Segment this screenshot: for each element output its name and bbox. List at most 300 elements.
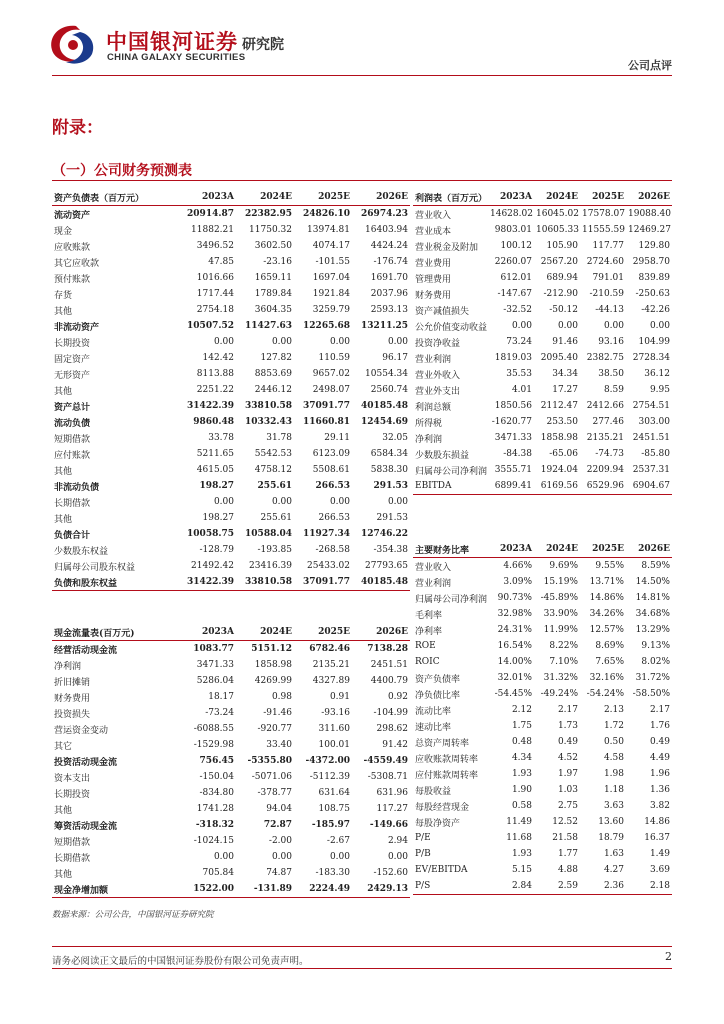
value-cell: 2112.47 xyxy=(540,401,578,411)
value-cell: -212.90 xyxy=(543,289,578,299)
value-cell: 2.84 xyxy=(488,878,534,895)
value-cell: 3.63 xyxy=(603,801,624,811)
value-cell: 0.00 xyxy=(511,321,532,331)
value-cell: 1691.70 xyxy=(370,273,408,283)
value-cell: -91.46 xyxy=(263,708,292,718)
table-row xyxy=(413,766,672,782)
table-row xyxy=(52,673,410,689)
row-label-cell: 存货 xyxy=(54,290,73,301)
value-cell: -5112.39 xyxy=(309,772,350,782)
value-cell: 1.93 xyxy=(511,849,532,859)
table-header-row xyxy=(413,541,672,558)
row-label-cell: 净利润 xyxy=(54,661,82,672)
value-cell: 2567.20 xyxy=(540,257,578,267)
value-cell: 4.49 xyxy=(649,753,670,763)
row-label-cell: 其他 xyxy=(54,386,73,397)
row-label-cell: P/S xyxy=(413,878,488,895)
value-cell: -183.30 xyxy=(315,868,350,878)
value-cell: 12265.68 xyxy=(303,321,350,331)
year-header-cell: 2026E xyxy=(352,189,410,206)
value-cell: 0.00 xyxy=(271,852,292,862)
value-cell: 2728.34 xyxy=(632,353,670,363)
value-cell: 8.22% xyxy=(549,641,578,651)
table-row xyxy=(52,510,410,526)
row-label-cell: 资产总计 xyxy=(54,402,91,413)
value-cell: 2537.31 xyxy=(632,465,670,475)
value-cell: 33810.58 xyxy=(236,574,294,591)
table-row xyxy=(52,721,410,737)
value-cell: 5508.61 xyxy=(312,465,350,475)
value-cell: 1.49 xyxy=(649,849,670,859)
value-cell: -2.00 xyxy=(268,836,292,846)
row-label-cell: 现金净增加额 xyxy=(52,881,178,898)
table-header-row xyxy=(52,189,410,206)
data-source-note: 数据来源：公司公告，中国银河证券研究院 xyxy=(52,910,214,920)
value-cell: 73.24 xyxy=(506,337,532,347)
value-cell: 11882.21 xyxy=(191,225,234,235)
table-row xyxy=(52,833,410,849)
row-label-cell: 归属母公司股东权益 xyxy=(54,562,136,573)
value-cell: 2451.51 xyxy=(632,433,670,443)
table-row xyxy=(52,865,410,881)
value-cell: 108.75 xyxy=(318,804,350,814)
row-label-cell: 营业成本 xyxy=(415,226,452,237)
table-row xyxy=(413,238,672,254)
value-cell: 16045.02 xyxy=(536,209,579,219)
table-row xyxy=(52,526,410,542)
value-cell: 3259.79 xyxy=(312,305,350,315)
value-cell: 198.27 xyxy=(202,513,234,523)
value-cell: 1858.98 xyxy=(254,660,292,670)
table-row xyxy=(413,254,672,270)
value-cell: 1741.28 xyxy=(196,804,234,814)
value-cell: 2593.13 xyxy=(370,305,408,315)
value-cell: 631.96 xyxy=(376,788,408,798)
row-label-cell: 资产负债率 xyxy=(415,674,461,685)
value-cell: 11660.81 xyxy=(303,417,350,427)
year-header-cell: 2025E xyxy=(580,541,626,558)
row-label-cell: 无形资产 xyxy=(54,370,91,381)
row-label-cell: 经营活动现金流 xyxy=(54,645,118,656)
value-cell: 129.80 xyxy=(638,241,670,251)
value-cell: 1.76 xyxy=(649,721,670,731)
value-cell: 8853.69 xyxy=(254,369,292,379)
value-cell: 117.27 xyxy=(376,804,408,814)
value-cell: -84.38 xyxy=(503,449,532,459)
value-cell: 839.89 xyxy=(638,273,670,283)
value-cell: 756.45 xyxy=(199,756,234,766)
row-label-cell: 长期投资 xyxy=(54,338,91,349)
row-label-cell: 每股收益 xyxy=(415,786,452,797)
value-cell: 1.96 xyxy=(649,769,670,779)
row-label-cell: 短期借款 xyxy=(54,837,91,848)
value-cell: 31.72% xyxy=(635,673,670,683)
value-cell: 4.27 xyxy=(603,865,624,875)
value-cell: 3.69 xyxy=(649,865,670,875)
value-cell: -268.58 xyxy=(315,545,350,555)
value-cell: -5355.80 xyxy=(247,756,292,766)
value-cell: 2958.70 xyxy=(632,257,670,267)
table-row xyxy=(52,222,410,238)
row-label-cell: 利润总额 xyxy=(415,402,452,413)
value-cell: 91.46 xyxy=(552,337,578,347)
year-header-cell: 2023A xyxy=(488,189,534,206)
year-header-cell: 2026E xyxy=(626,189,672,206)
value-cell: 93.16 xyxy=(598,337,624,347)
value-cell: -210.59 xyxy=(589,289,624,299)
header-divider xyxy=(52,75,672,76)
value-cell: 37091.77 xyxy=(303,401,350,411)
row-label-cell: 其它 xyxy=(54,741,73,752)
table-row xyxy=(52,657,410,673)
row-label-cell: P/E xyxy=(415,833,431,843)
value-cell: 3.82 xyxy=(649,801,670,811)
value-cell: 27793.65 xyxy=(365,561,408,571)
value-cell: 14.86 xyxy=(644,817,670,827)
value-cell: 3471.33 xyxy=(196,660,234,670)
table-row xyxy=(52,206,410,223)
table-row xyxy=(52,318,410,334)
value-cell: 35.53 xyxy=(506,369,532,379)
value-cell: 91.42 xyxy=(382,740,408,750)
table-row xyxy=(52,462,410,478)
value-cell: 31422.39 xyxy=(178,574,236,591)
row-label-cell: 营业收入 xyxy=(415,210,452,221)
row-label-cell: 财务费用 xyxy=(415,290,452,301)
row-label-cell: 折旧摊销 xyxy=(54,677,91,688)
row-label-cell: 净利润 xyxy=(415,434,443,445)
value-cell: 142.42 xyxy=(202,353,234,363)
value-cell: 10507.52 xyxy=(187,321,234,331)
value-cell: -104.99 xyxy=(373,708,408,718)
value-cell: 14.00% xyxy=(497,657,532,667)
table-row xyxy=(413,222,672,238)
table-row xyxy=(52,737,410,753)
year-header-cell: 2025E xyxy=(580,189,626,206)
value-cell: 10605.33 xyxy=(536,225,579,235)
value-cell: 1659.11 xyxy=(254,273,292,283)
row-label-cell: 固定资产 xyxy=(54,354,91,365)
value-cell: 1.77 xyxy=(557,849,578,859)
value-cell: 8.59 xyxy=(603,385,624,395)
value-cell: 14.81% xyxy=(635,593,670,603)
value-cell: 2.94 xyxy=(387,836,408,846)
page-number: 2 xyxy=(654,950,672,966)
table-row xyxy=(52,494,410,510)
table-row xyxy=(413,814,672,830)
value-cell: 11.99% xyxy=(543,625,578,635)
value-cell: 9.95 xyxy=(649,385,670,395)
galaxy-logo-icon xyxy=(46,22,102,66)
value-cell: 18.17 xyxy=(208,692,234,702)
value-cell: 291.53 xyxy=(376,513,408,523)
year-header-cell: 2025E xyxy=(294,189,352,206)
value-cell: 12.57% xyxy=(589,625,624,635)
value-cell: 2560.74 xyxy=(370,385,408,395)
value-cell: 0.48 xyxy=(511,737,532,747)
value-cell: 2037.96 xyxy=(370,289,408,299)
row-label-cell: 归属母公司净利润 xyxy=(415,594,488,605)
value-cell: 0.00 xyxy=(213,497,234,507)
value-cell: 1.73 xyxy=(557,721,578,731)
balance-sheet-table xyxy=(52,189,410,591)
value-cell: 4074.17 xyxy=(312,241,350,251)
value-cell: 2.59 xyxy=(534,878,580,895)
value-cell: 266.53 xyxy=(315,481,350,491)
table-row xyxy=(52,641,410,658)
table-row xyxy=(52,398,410,414)
page-header xyxy=(0,0,724,80)
value-cell: -4372.00 xyxy=(305,756,350,766)
value-cell: 1083.77 xyxy=(193,644,234,654)
value-cell: 72.87 xyxy=(263,820,292,830)
value-cell: 2135.21 xyxy=(312,660,350,670)
value-cell: 3496.52 xyxy=(196,241,234,251)
value-cell: 1.36 xyxy=(649,785,670,795)
year-header-cell: 2023A xyxy=(178,189,236,206)
value-cell: 291.53 xyxy=(373,481,408,491)
table-row xyxy=(52,705,410,721)
table-row xyxy=(413,574,672,590)
value-cell: -147.67 xyxy=(497,289,532,299)
value-cell: 689.94 xyxy=(546,273,578,283)
value-cell: 31.32% xyxy=(543,673,578,683)
value-cell: 13.60 xyxy=(598,817,624,827)
value-cell: 266.53 xyxy=(318,513,350,523)
value-cell: -149.66 xyxy=(369,820,408,830)
value-cell: 11.68 xyxy=(506,833,532,843)
value-cell: 33.90% xyxy=(543,609,578,619)
table-row xyxy=(413,638,672,654)
value-cell: 0.00 xyxy=(213,852,234,862)
value-cell: 38.50 xyxy=(598,369,624,379)
row-label-cell: 速动比率 xyxy=(415,722,452,733)
value-cell: -101.55 xyxy=(315,257,350,267)
value-cell: 29.11 xyxy=(324,433,350,443)
section-title: （一）公司财务预测表 xyxy=(52,163,192,179)
value-cell: 24.31% xyxy=(497,625,532,635)
value-cell: 6529.96 xyxy=(580,478,626,495)
value-cell: 1.98 xyxy=(603,769,624,779)
table-row xyxy=(413,318,672,334)
table-row xyxy=(413,686,672,702)
value-cell: 110.59 xyxy=(318,353,350,363)
value-cell: 17.27 xyxy=(552,385,578,395)
row-label-cell: 短期借款 xyxy=(54,434,91,445)
value-cell: 1921.84 xyxy=(312,289,350,299)
value-cell: 2.36 xyxy=(580,878,626,895)
value-cell: -65.06 xyxy=(549,449,578,459)
brand-department: 研究院 xyxy=(242,37,284,53)
row-label-cell: 长期借款 xyxy=(54,498,91,509)
row-label-cell: 资本支出 xyxy=(54,773,91,784)
value-cell: -42.26 xyxy=(641,305,670,315)
table-row xyxy=(52,689,410,705)
value-cell: -54.24% xyxy=(586,689,624,699)
row-label-cell: 非流动负债 xyxy=(54,482,100,493)
value-cell: 6584.34 xyxy=(370,449,408,459)
value-cell: -73.24 xyxy=(205,708,234,718)
value-cell: 1717.44 xyxy=(196,289,234,299)
value-cell: 34.34 xyxy=(552,369,578,379)
value-cell: 3602.50 xyxy=(254,241,292,251)
value-cell: 1016.66 xyxy=(196,273,234,283)
row-label-cell: 少数股东损益 xyxy=(415,450,470,461)
value-cell: 0.49 xyxy=(557,737,578,747)
value-cell: 0.00 xyxy=(603,321,624,331)
value-cell: 0.00 xyxy=(329,852,350,862)
value-cell: 612.01 xyxy=(500,273,532,283)
table-row xyxy=(52,849,410,865)
table-row xyxy=(413,798,672,814)
value-cell: 1850.56 xyxy=(494,401,532,411)
value-cell: -1024.15 xyxy=(193,836,234,846)
value-cell: 32.98% xyxy=(497,609,532,619)
value-cell: -378.77 xyxy=(257,788,292,798)
value-cell: 5838.30 xyxy=(370,465,408,475)
table-row xyxy=(413,286,672,302)
value-cell: 100.12 xyxy=(500,241,532,251)
value-cell: 17578.07 xyxy=(582,209,625,219)
table-row xyxy=(413,654,672,670)
value-cell: 631.64 xyxy=(318,788,350,798)
value-cell: -23.16 xyxy=(263,257,292,267)
row-label-cell: 筹资活动现金流 xyxy=(54,821,118,832)
table-row xyxy=(52,753,410,769)
value-cell: 0.00 xyxy=(387,497,408,507)
value-cell: 0.91 xyxy=(329,692,350,702)
table-row xyxy=(413,350,672,366)
value-cell: 13.71% xyxy=(589,577,624,587)
value-cell: 9803.01 xyxy=(494,225,532,235)
row-label-cell: 每股经营现金 xyxy=(415,802,470,813)
row-label-cell: 负债和股东权益 xyxy=(52,574,178,591)
row-label-cell: 每股净资产 xyxy=(415,818,461,829)
table-row xyxy=(413,750,672,766)
value-cell: 2754.18 xyxy=(196,305,234,315)
table-row xyxy=(413,846,672,862)
value-cell: 1.18 xyxy=(603,785,624,795)
value-cell: -354.38 xyxy=(373,545,408,555)
value-cell: 2498.07 xyxy=(312,385,350,395)
value-cell: -1620.77 xyxy=(491,417,532,427)
value-cell: 5.15 xyxy=(511,865,532,875)
value-cell: -834.80 xyxy=(199,788,234,798)
value-cell: 40185.48 xyxy=(361,401,408,411)
value-cell: -185.97 xyxy=(311,820,350,830)
value-cell: 33.40 xyxy=(266,740,292,750)
value-cell: 32.01% xyxy=(497,673,532,683)
value-cell: 8.59% xyxy=(641,561,670,571)
table-row xyxy=(52,334,410,350)
value-cell: 9.13% xyxy=(641,641,670,651)
value-cell: 1.97 xyxy=(557,769,578,779)
value-cell: -5308.71 xyxy=(367,772,408,782)
value-cell: 12469.27 xyxy=(628,225,671,235)
value-cell: 0.00 xyxy=(271,337,292,347)
table-row xyxy=(52,817,410,833)
report-type-label: 公司点评 xyxy=(628,59,672,72)
brand-name-en: CHINA GALAXY SECURITIES xyxy=(107,52,246,63)
row-label-cell: 投资损失 xyxy=(54,709,91,720)
value-cell: 16403.94 xyxy=(365,225,408,235)
table-row xyxy=(52,785,410,801)
row-label-cell: 总资产周转率 xyxy=(415,738,470,749)
row-label-cell: 营业外收入 xyxy=(415,370,461,381)
value-cell: 1.03 xyxy=(557,785,578,795)
value-cell: -4559.49 xyxy=(363,756,408,766)
value-cell: 4615.05 xyxy=(196,465,234,475)
value-cell: 34.26% xyxy=(589,609,624,619)
value-cell: -74.73 xyxy=(595,449,624,459)
value-cell: 0.00 xyxy=(387,852,408,862)
value-cell: 104.99 xyxy=(638,337,670,347)
value-cell: 34.68% xyxy=(635,609,670,619)
value-cell: 3604.35 xyxy=(254,305,292,315)
table-title-cell: 主要财务比率 xyxy=(413,541,488,558)
value-cell: 0.00 xyxy=(213,337,234,347)
value-cell: 0.00 xyxy=(329,497,350,507)
appendix-title: 附录： xyxy=(52,118,103,138)
table-row xyxy=(52,430,410,446)
value-cell: 1522.00 xyxy=(178,881,236,898)
row-label-cell: 流动比率 xyxy=(415,706,452,717)
year-header-cell: 2026E xyxy=(626,541,672,558)
row-label-cell: 少数股东权益 xyxy=(54,546,109,557)
table-row xyxy=(413,334,672,350)
row-label-cell: 营业税金及附加 xyxy=(415,242,479,253)
value-cell: 16.37 xyxy=(644,833,670,843)
row-label-cell: 其他 xyxy=(54,805,73,816)
row-label-cell: 归属母公司净利润 xyxy=(415,466,488,477)
value-cell: 14.86% xyxy=(589,593,624,603)
table-title-cell: 资产负债表（百万元） xyxy=(52,189,178,206)
table-row xyxy=(413,878,672,895)
value-cell: 10554.34 xyxy=(365,369,408,379)
value-cell: 33810.58 xyxy=(245,401,292,411)
value-cell: 90.73% xyxy=(497,593,532,603)
value-cell: 2.12 xyxy=(511,705,532,715)
row-label-cell: 预付账款 xyxy=(54,274,91,285)
value-cell: 4758.12 xyxy=(254,465,292,475)
table-row xyxy=(52,238,410,254)
value-cell: -152.60 xyxy=(373,868,408,878)
value-cell: 2754.51 xyxy=(632,401,670,411)
value-cell: 31422.39 xyxy=(187,401,234,411)
year-header-cell: 2024E xyxy=(236,189,294,206)
value-cell: 0.00 xyxy=(557,321,578,331)
value-cell: 11555.59 xyxy=(582,225,625,235)
value-cell: -45.89% xyxy=(540,593,578,603)
row-label-cell: 现金 xyxy=(54,226,73,237)
row-label-cell: 营业利润 xyxy=(415,354,452,365)
row-label-cell: 其他 xyxy=(54,869,73,880)
row-label-cell: 流动资产 xyxy=(54,210,91,221)
value-cell: 40185.48 xyxy=(352,574,410,591)
value-cell: 32.05 xyxy=(382,433,408,443)
value-cell: 2135.21 xyxy=(586,433,624,443)
value-cell: 705.84 xyxy=(202,868,234,878)
table-row xyxy=(413,830,672,846)
value-cell: 8113.88 xyxy=(196,369,234,379)
value-cell: 96.17 xyxy=(382,353,408,363)
value-cell: 14.50% xyxy=(635,577,670,587)
value-cell: 3471.33 xyxy=(494,433,532,443)
value-cell: 11750.32 xyxy=(249,225,292,235)
table-title-cell: 利润表（百万元） xyxy=(413,189,488,206)
value-cell: -193.85 xyxy=(257,545,292,555)
value-cell: 10588.04 xyxy=(245,529,292,539)
